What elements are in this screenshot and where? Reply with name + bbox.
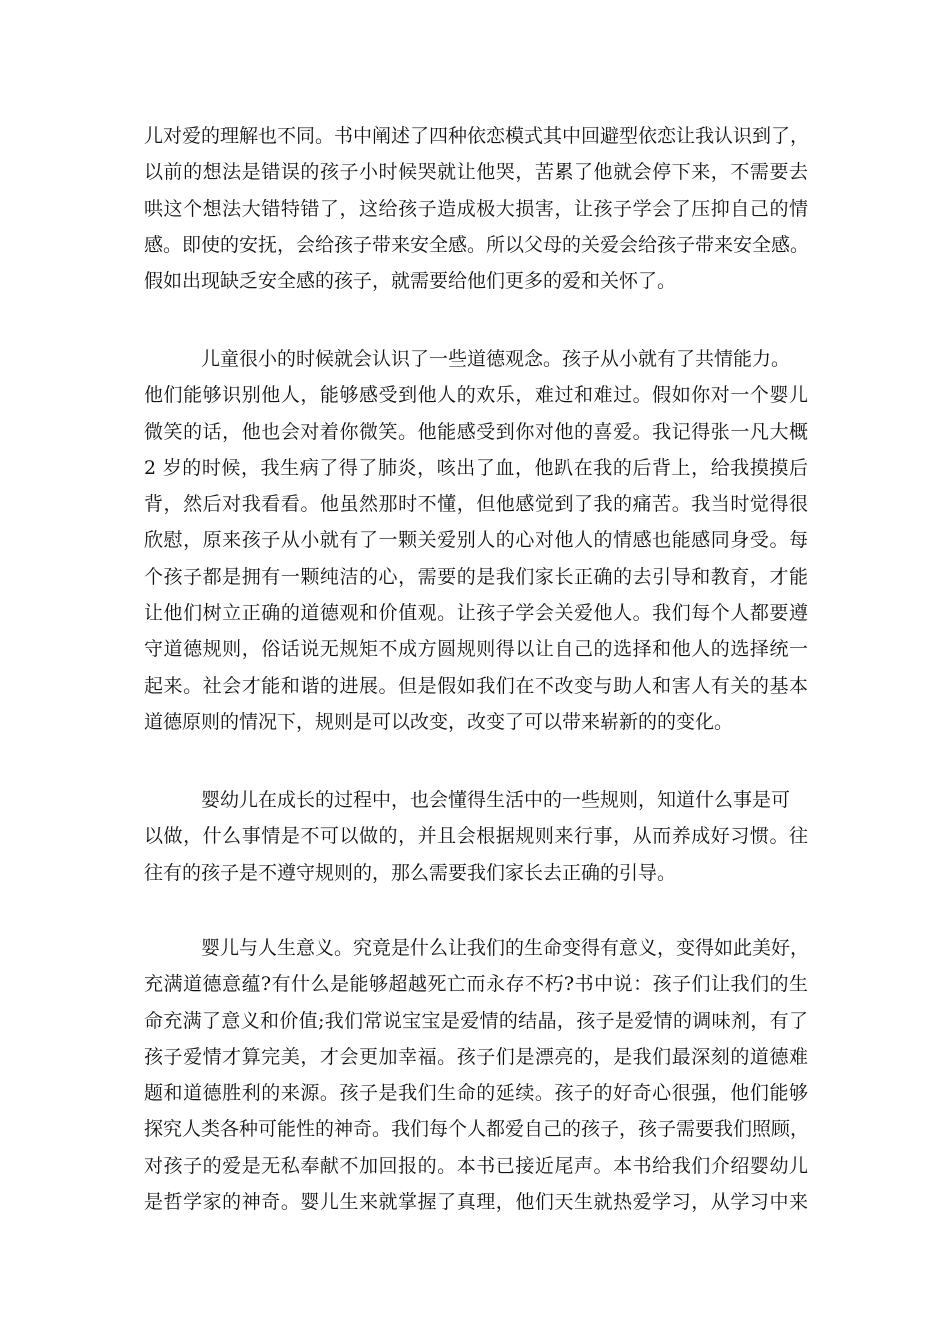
- text-line: 欣慰，原来孩子从小就有了一颗关爱别人的心对他人的情感也能感同身受。每: [144, 529, 808, 552]
- text-line: 往有的孩子是不遵守规则的，那么需要我们家长去正确的引导。: [144, 861, 677, 884]
- paragraph-2: [144, 341, 808, 740]
- text-line: 命充满了意义和价值;我们常说宝宝是爱情的结晶，孩子是爱情的调味剂，有了: [144, 1009, 808, 1032]
- paragraph-3: [144, 782, 808, 891]
- text-line: 对孩子的爱是无私奉献不加回报的。本书已接近尾声。本书给我们介绍婴幼儿: [144, 1154, 808, 1177]
- text-line: 儿童很小的时候就会认识了一些道德观念。孩子从小就有了共情能力。: [201, 348, 791, 370]
- text-line: 背，然后对我看看。他虽然那时不懂，但他感觉到了我的痛苦。我当时觉得很: [144, 493, 808, 516]
- text-line: 婴幼儿在成长的过程中，也会懂得生活中的一些规则，知道什么事是可: [201, 789, 791, 811]
- text-line: 是哲学家的神奇。婴儿生来就掌握了真理，他们天生就热爱学习，从学习中来: [144, 1191, 808, 1214]
- paragraph-4: [144, 930, 808, 1220]
- text-line: 题和道德胜利的来源。孩子是我们生命的延续。孩子的好奇心很强，他们能够: [144, 1082, 808, 1105]
- text-line: 2 岁的时候，我生病了得了肺炎，咳出了血，他趴在我的后背上，给我摸摸后: [144, 456, 808, 479]
- paragraph-1: [144, 118, 808, 299]
- text-line: 充满道德意蕴?有什么是能够超越死亡而永存不朽?书中说：孩子们让我们的生: [144, 973, 808, 996]
- text-line: 婴儿与人生意义。究竟是什么让我们的生命变得有意义，变得如此美好，: [201, 937, 810, 959]
- text-line: 假如出现缺乏安全感的孩子，就需要给他们更多的爱和关怀了。: [144, 270, 677, 293]
- text-line: 守道德规则，俗话说无规矩不成方圆规则得以让自己的选择和他人的选择统一: [144, 638, 808, 661]
- text-line: 他们能够识别他人，能够感受到他人的欢乐，难过和难过。假如你对一个婴儿: [144, 384, 808, 407]
- text-line: 哄这个想法大错特错了，这给孩子造成极大损害，让孩子学会了压抑自己的情: [144, 197, 808, 220]
- text-line: 以前的想法是错误的孩子小时候哭就让他哭，苦累了他就会停下来，不需要去: [144, 161, 808, 184]
- text-line: 起来。社会才能和谐的进展。但是假如我们在不改变与助人和害人有关的基本: [144, 674, 808, 697]
- text-line: 道德原则的情况下，规则是可以改变，改变了可以带来崭新的的变化。: [144, 710, 734, 733]
- text-line: 儿对爱的理解也不同。书中阐述了四种依恋模式其中回避型依恋让我认识到了，: [144, 125, 810, 147]
- text-line: 孩子爱情才算完美，才会更加幸福。孩子们是漂亮的，是我们最深刻的道德难: [144, 1045, 808, 1068]
- text-line: 个孩子都是拥有一颗纯洁的心，需要的是我们家长正确的去引导和教育，才能: [144, 565, 808, 588]
- text-line: 探究人类各种可能性的神奇。我们每个人都爱自己的孩子，孩子需要我们照顾，: [144, 1118, 810, 1141]
- text-line: 让他们树立正确的道德观和价值观。让孩子学会关爱他人。我们每个人都要遵: [144, 602, 808, 625]
- text-line: 感。即使的安抚，会给孩子带来安全感。所以父母的关爱会给孩子带来安全感。: [144, 233, 810, 256]
- text-line: 以做，什么事情是不可以做的，并且会根据规则来行事，从而养成好习惯。往: [144, 825, 808, 848]
- text-line: 微笑的话，他也会对着你微笑。他能感受到你对他的喜爱。我记得张一凡大概: [144, 420, 808, 443]
